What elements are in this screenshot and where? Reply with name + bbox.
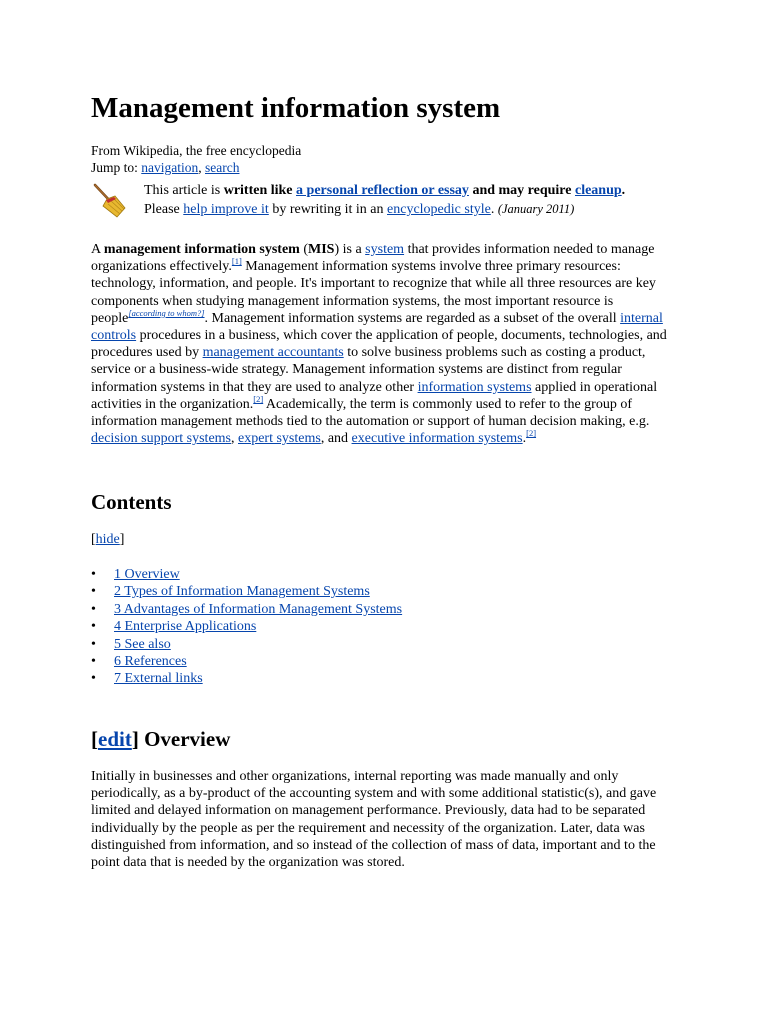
table-of-contents — [91, 566, 402, 688]
intro-text-d: Management information systems involve three primary resources: technology, information, and people. It's important to recognize that while all three resources are key components when studying management information systems, the most important resource is people — [91, 259, 656, 326]
toc-item — [91, 601, 402, 618]
jump-to-line — [91, 159, 240, 176]
notice-text-1: This article is — [144, 183, 224, 198]
bullet: • — [91, 619, 96, 635]
intro-paren: ( — [299, 242, 308, 257]
toc-link-enterprise[interactable]: 4 Enterprise Applications — [114, 619, 257, 635]
bullet: • — [91, 567, 96, 582]
edit-bracket-close: ] — [131, 727, 145, 751]
page-title: Management information system — [91, 92, 501, 124]
bullet: • — [91, 601, 96, 617]
ref-2b-link[interactable]: [2] — [526, 428, 537, 439]
notice-text — [144, 182, 704, 219]
toc-hide-toggle — [91, 531, 124, 549]
hide-bracket-open: [ — [91, 532, 96, 547]
intro-text-l: . — [522, 431, 527, 447]
intro-text-c: that provides information needed to manage organizations effectively. — [91, 242, 655, 275]
toc-link-types[interactable]: 2 Types of Information Management Systems — [114, 584, 370, 600]
intro-text-j: , — [231, 431, 238, 447]
cleanup-notice — [91, 180, 691, 224]
toc-item — [91, 583, 402, 600]
mis-abbr: MIS — [308, 242, 335, 257]
notice-bold-2: and may require — [468, 183, 575, 198]
mis-term: management information system — [103, 242, 300, 257]
intro-text-h: applied in operational activities in the organization. — [91, 379, 658, 412]
toc-item — [91, 670, 402, 687]
ref-1-link[interactable]: [1] — [231, 256, 242, 267]
intro-text-a: A — [91, 242, 104, 257]
help-improve-link[interactable]: help improve it — [183, 202, 269, 217]
intro-text-g: to solve business problems such as costing a product, service or a business-wide strategy. Management information systems are distinct from regular information systems in that they are used to analyze other — [91, 345, 646, 395]
encyclopedic-style-link[interactable]: encyclopedic style — [387, 202, 491, 217]
toc-link-see-also[interactable]: 5 See also — [114, 636, 171, 652]
intro-text-i: Academically, the term is commonly used to refer to the group of information management methods tied to the automation or support of human decision making, e.g. — [91, 396, 650, 430]
intro-paragraph — [91, 241, 673, 447]
toc-link-references[interactable]: 6 References — [114, 654, 187, 670]
from-line: From Wikipedia, the free encyclopedia — [91, 143, 302, 158]
management-accountants-link[interactable]: management accountants — [202, 345, 344, 361]
toc-item — [91, 636, 402, 653]
toc-item — [91, 618, 402, 635]
toc-link-external-links[interactable]: 7 External links — [114, 671, 203, 687]
intro-text-b: ) is a — [334, 242, 366, 257]
cleanup-link[interactable]: cleanup — [574, 183, 622, 198]
hide-link[interactable]: hide — [95, 532, 120, 547]
bullet: • — [91, 654, 96, 670]
notice-text-7: . — [490, 202, 498, 217]
overview-heading-text: Overview — [144, 727, 231, 751]
toc-item — [91, 653, 402, 670]
intro-text-f: procedures in a business, which cover the application of people, documents, technologies, and procedures used by — [91, 328, 667, 361]
overview-paragraph: Initially in businesses and other organizations, internal reporting was made manually and only periodically, as a by-product of the accounting system and with some additional statistic(s), and gave limited and delayed information on management performance. Previously, data had to be separated individually by the people as per the requirement and necessity of the organization. Later, data was distinguished from information, and so instead of the collection of mass of data, important and to the point data that is needed by the organization was stored. — [91, 769, 657, 871]
system-link[interactable]: system — [365, 242, 405, 257]
intro-text-k: , and — [320, 431, 352, 447]
edit-link[interactable]: edit — [98, 727, 132, 751]
personal-reflection-link[interactable]: a personal reflection or essay — [296, 183, 469, 198]
information-systems-link[interactable]: information systems — [417, 379, 532, 395]
hide-bracket-close: ] — [119, 532, 125, 547]
executive-information-systems-link[interactable]: executive information systems — [351, 431, 523, 447]
contents-heading: Contents — [91, 490, 172, 514]
expert-systems-link[interactable]: expert systems — [238, 431, 321, 447]
bullet: • — [91, 671, 96, 687]
internal-controls-link[interactable]: internal controls — [91, 310, 663, 344]
bullet: • — [91, 636, 96, 652]
notice-text-6: by rewriting it in an — [268, 202, 388, 217]
notice-bold-1: written like — [223, 183, 297, 198]
jump-search-link[interactable]: search — [205, 160, 240, 175]
intro-text-e: . Management information systems are regarded as a subset of the overall — [204, 310, 621, 326]
overview-heading — [91, 725, 230, 753]
jump-to-label: Jump to: — [91, 160, 142, 175]
toc-link-overview[interactable]: 1 Overview — [114, 567, 180, 582]
ref-2a-link[interactable]: [2] — [253, 393, 264, 404]
edit-bracket-open: [ — [91, 727, 98, 751]
bullet: • — [91, 584, 96, 600]
decision-support-systems-link[interactable]: decision support systems — [91, 431, 231, 447]
notice-period: . — [621, 183, 626, 198]
according-to-whom-link[interactable]: [according to whom?] — [128, 307, 205, 318]
notice-text-5: Please — [144, 202, 184, 217]
toc-link-advantages[interactable]: 3 Advantages of Information Management Systems — [114, 601, 403, 617]
notice-date: (January 2011) — [497, 202, 575, 216]
broom-icon — [91, 182, 127, 218]
jump-separator: , — [198, 160, 206, 175]
toc-item — [91, 566, 402, 583]
jump-navigation-link[interactable]: navigation — [141, 160, 199, 175]
